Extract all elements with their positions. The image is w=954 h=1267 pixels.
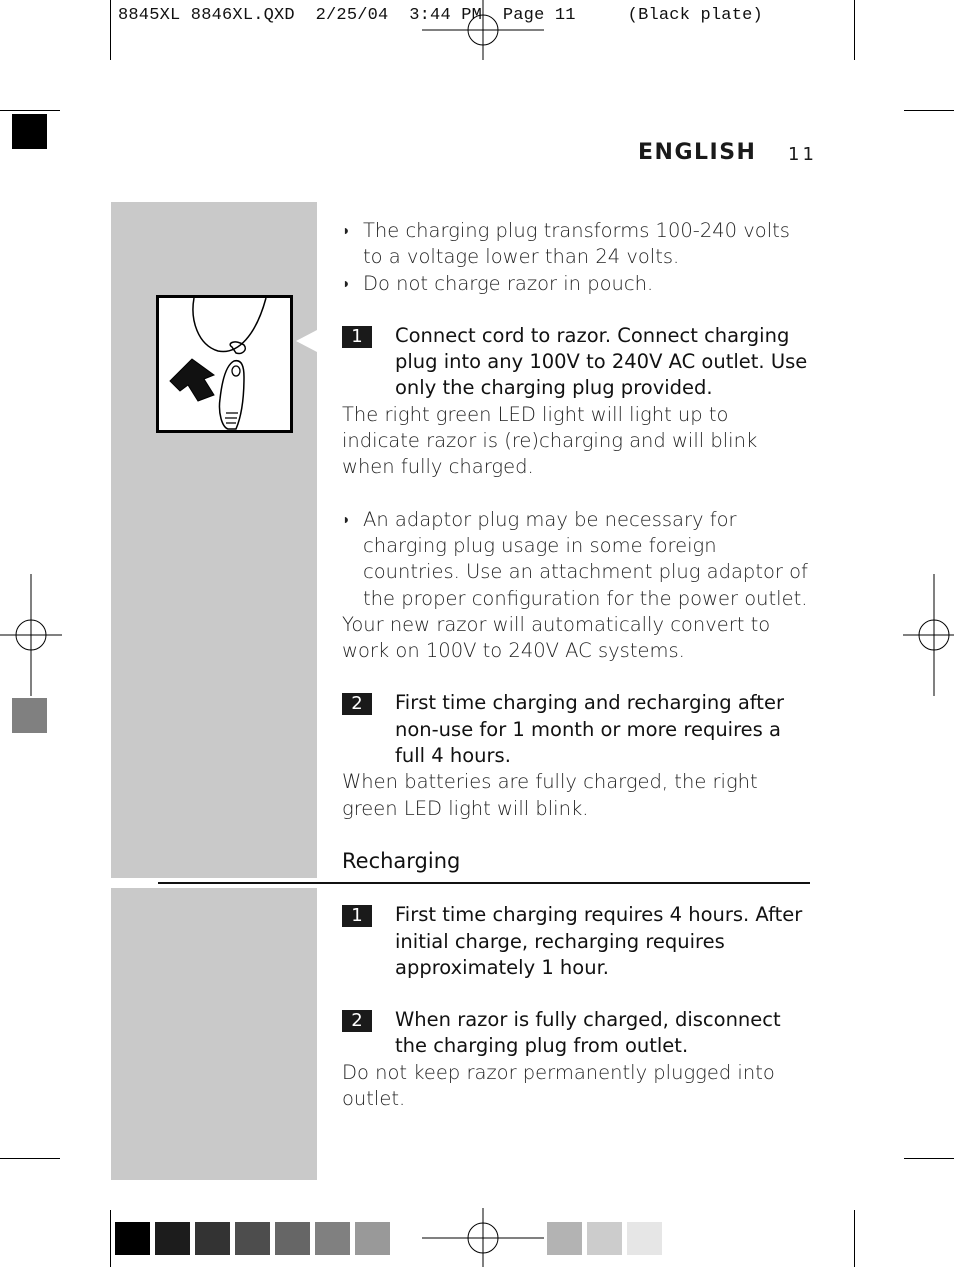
crop-mark-bottom-right-v	[854, 1210, 855, 1267]
step-detail: When batteries are fully charged, the right green LED light will blink.	[342, 770, 758, 820]
color-bar-swatch	[235, 1222, 270, 1255]
step-instruction: First time charging and recharging after non-use for 1 month or more requires a full 4 hours.	[395, 691, 784, 768]
step-1-connect	[342, 323, 812, 402]
color-bar-swatch	[587, 1222, 622, 1255]
registration-target-bottom	[422, 1208, 544, 1267]
page-number: 11	[788, 144, 817, 165]
recharging-detail: Do not keep razor permanently plugged into outlet.	[342, 1060, 775, 1111]
step-detail: The right green LED light will light up to indicate razor is (re)charging and will blink when fully charged.	[342, 402, 758, 479]
bullet-icon: ◗	[342, 223, 351, 239]
razor-charging-illustration	[156, 295, 293, 433]
color-bar-swatch	[275, 1222, 310, 1255]
registration-target-right	[903, 574, 954, 696]
note-bullet	[342, 271, 812, 297]
color-bar-swatch	[195, 1222, 230, 1255]
color-bar-swatch	[115, 1222, 150, 1255]
crop-mark-left-bottom-h	[0, 1158, 60, 1159]
crop-mark-bottom-left-v	[110, 1210, 111, 1267]
note-text: Do not charge razor in pouch.	[363, 271, 654, 295]
crop-mark-right-bottom-h	[904, 1158, 954, 1159]
callout-pointer	[296, 330, 318, 352]
adaptor-note	[342, 507, 812, 612]
recharging-step-1	[342, 902, 812, 981]
step-number-badge: 2	[342, 1010, 372, 1032]
step-number-badge: 2	[342, 693, 372, 715]
main-content	[342, 218, 812, 1112]
printer-slug-line: 8845XL 8846XL.QXD 2/25/04 3:44 PM Page 11 (Black plate)	[118, 6, 763, 25]
note-bullet	[342, 218, 812, 271]
step-number-badge: 1	[342, 326, 372, 348]
color-bar-swatch	[355, 1222, 390, 1255]
color-bar-swatch	[155, 1222, 190, 1255]
color-bar-swatch	[547, 1222, 582, 1255]
registration-target-top	[422, 0, 544, 60]
step-instruction: Connect cord to razor. Connect charging plug into any 100V to 240V AC outlet. Use only the charging plug provided.	[395, 323, 808, 400]
registration-target-left	[0, 574, 62, 696]
crop-mark-right-top-h	[904, 110, 954, 111]
section-rule	[158, 882, 810, 884]
recharging-step-2	[342, 1007, 812, 1060]
step-instruction: When razor is fully charged, disconnect the charging plug from outlet.	[395, 1008, 781, 1058]
convert-note: Your new razor will automatically convert to work on 100V to 240V AC systems.	[342, 612, 771, 663]
step-2-first-charge	[342, 690, 812, 769]
section-language-header: ENGLISH	[638, 140, 757, 165]
bullet-icon: ◗	[342, 275, 351, 292]
crop-mark-top-right-v	[854, 0, 855, 60]
note-text: The charging plug transforms 100-240 volts to a voltage lower than 24 volts.	[363, 219, 790, 269]
gray-swatch-square	[12, 698, 47, 733]
step-instruction: First time charging requires 4 hours. After initial charge, recharging requires approximately 1 hour.	[395, 903, 803, 979]
bullet-icon: ◗	[342, 511, 351, 528]
crop-mark-left-top-h	[0, 110, 60, 111]
color-bar-swatch	[627, 1222, 662, 1255]
recharging-heading: Recharging	[342, 848, 461, 873]
crop-mark-top-left-v	[110, 0, 111, 60]
black-swatch-square	[12, 114, 47, 149]
color-bar-swatch	[315, 1222, 350, 1255]
note-text: An adaptor plug may be necessary for charging plug usage in some foreign countries. Use an attachment plug adaptor of the proper configuration for the power outlet.	[363, 507, 808, 610]
step-number-badge: 1	[342, 905, 372, 927]
